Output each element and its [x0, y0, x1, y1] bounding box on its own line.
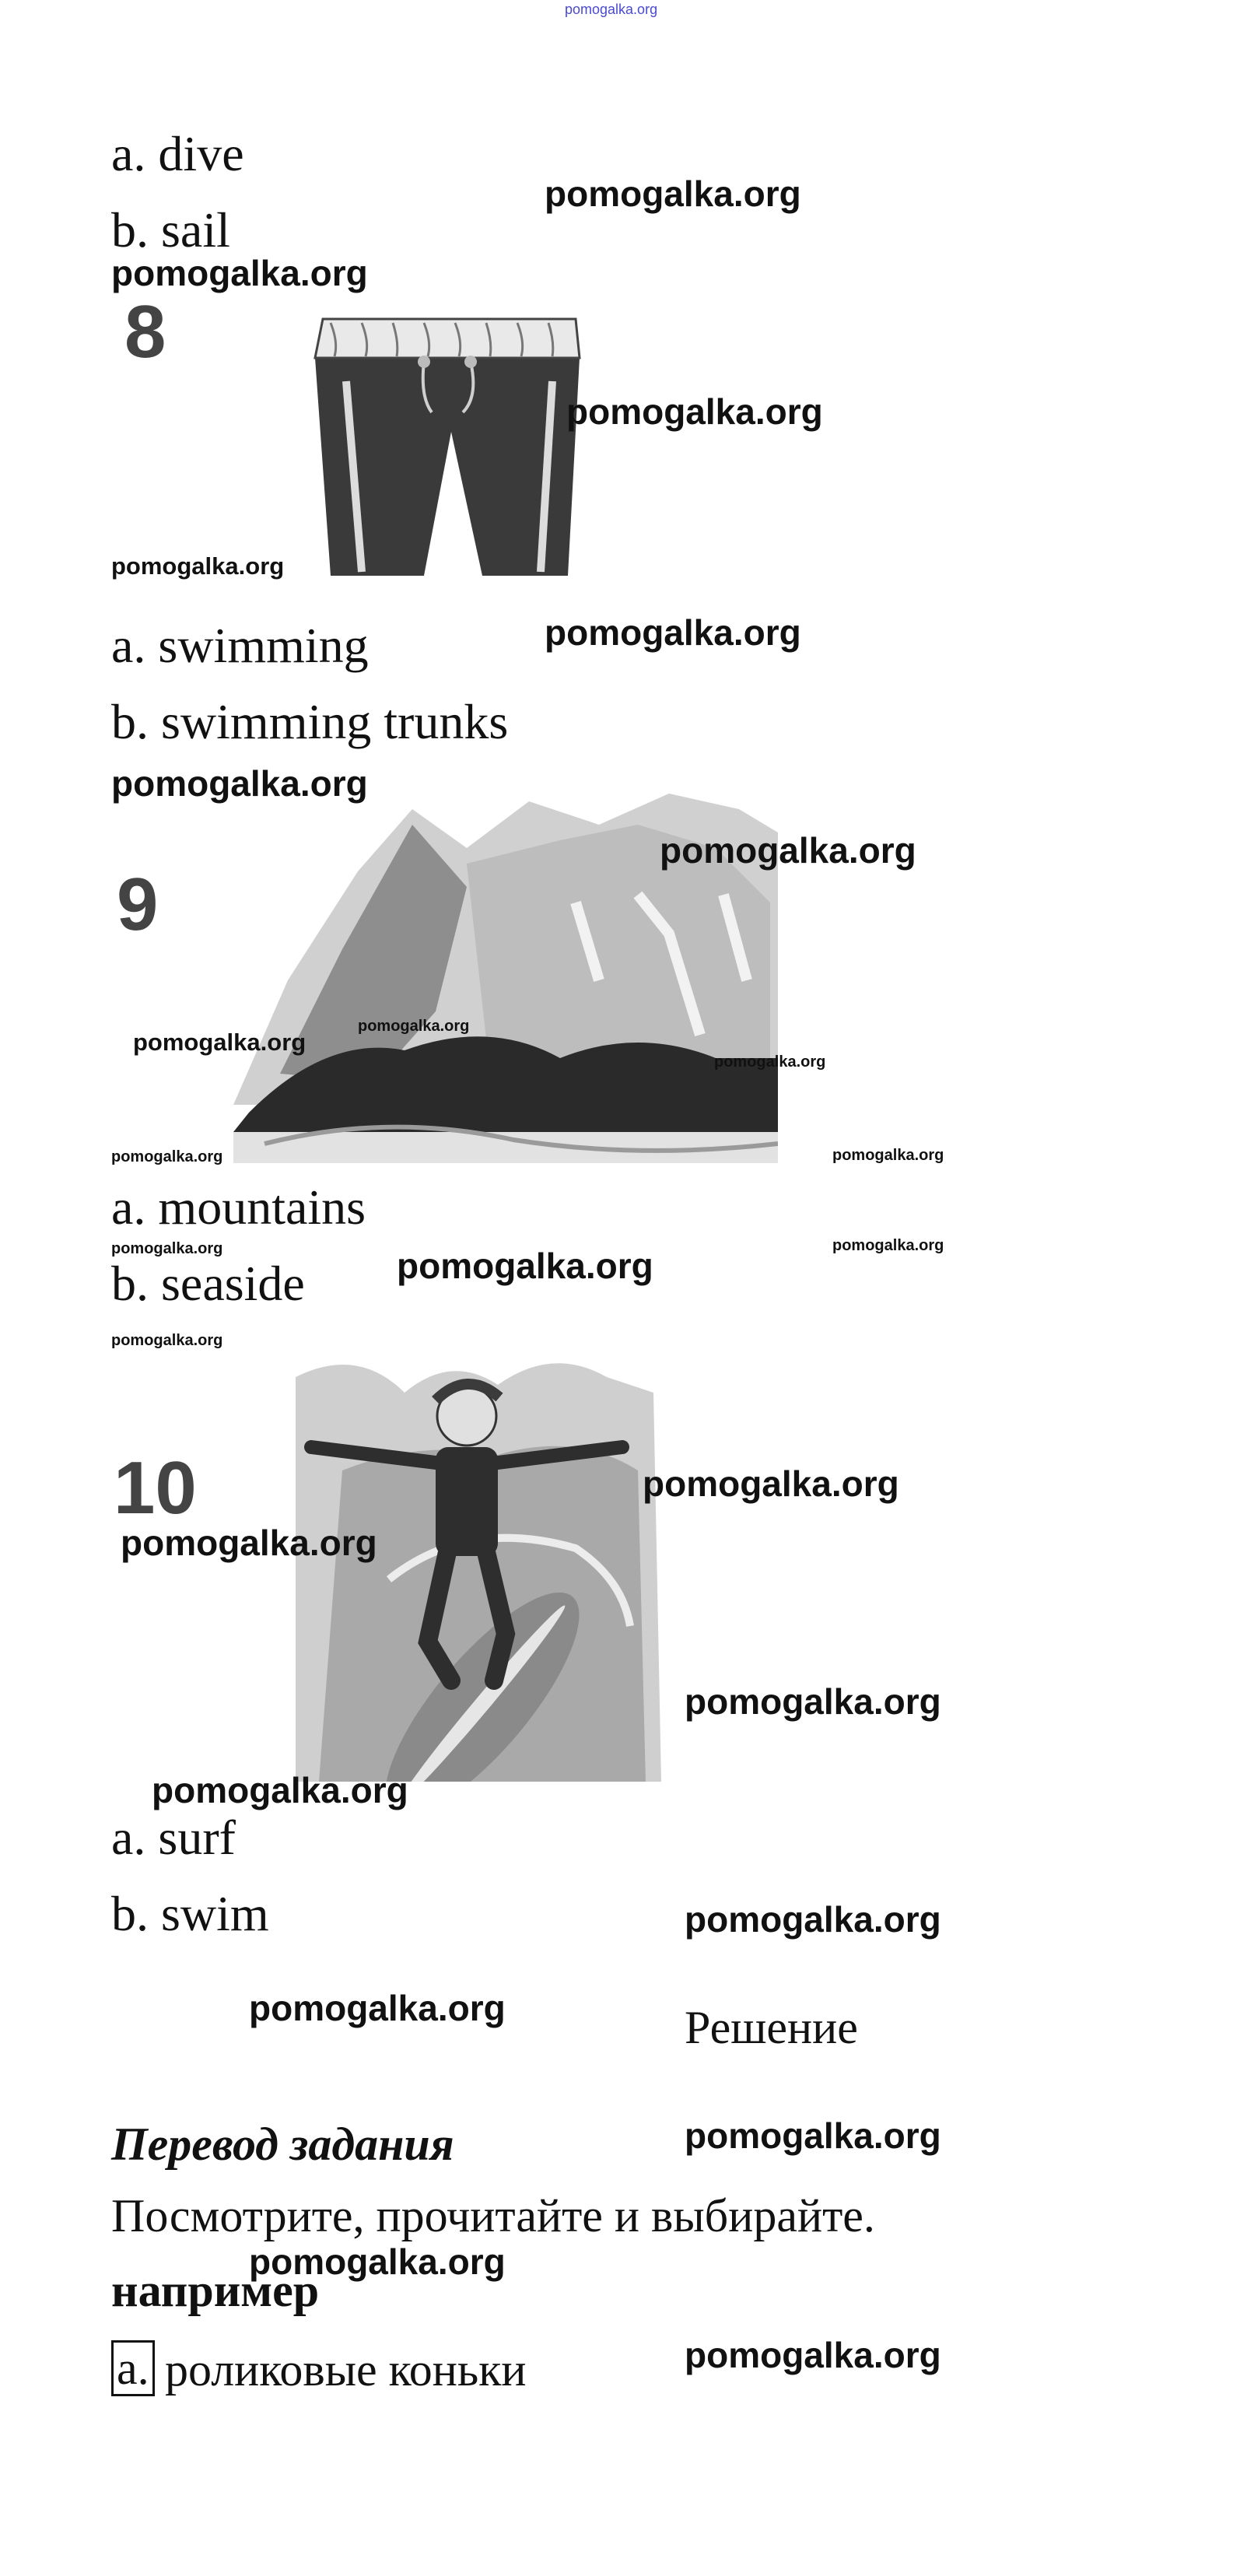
item-number-9: 9	[117, 863, 159, 946]
watermark: pomogalka.org	[643, 1463, 899, 1504]
instruction-text: Посмотрите, прочитайте и выбирайте.	[111, 2190, 875, 2241]
watermark: pomogalka.org	[249, 2241, 506, 2282]
watermark: pomogalka.org	[685, 1899, 941, 1940]
watermark: pomogalka.org	[545, 173, 801, 214]
watermark: pomogalka.org	[152, 1770, 408, 1810]
swimming-trunks-icon	[307, 296, 595, 587]
watermark: pomogalka.org	[133, 1029, 306, 1056]
watermark: pomogalka.org	[685, 2115, 941, 2156]
watermark: pomogalka.org	[545, 612, 801, 653]
watermark: pomogalka.org	[111, 1332, 223, 1349]
example-label: например	[111, 2265, 320, 2316]
example-text: роликовые коньки	[165, 2344, 527, 2396]
option-10b: b. swim	[111, 1886, 269, 1941]
watermark: pomogalka.org	[111, 763, 368, 804]
option-8a: a. swimming	[111, 618, 369, 673]
watermark: pomogalka.org	[121, 1523, 377, 1563]
watermark: pomogalka.org	[685, 2335, 941, 2375]
option-9b: b. seaside	[111, 1256, 305, 1311]
translation-title: Перевод задания	[111, 2119, 454, 2170]
watermark: pomogalka.org	[832, 1147, 944, 1164]
watermark: pomogalka.org	[111, 552, 285, 580]
watermark: pomogalka.org	[397, 1246, 653, 1286]
watermark: pomogalka.org	[111, 253, 368, 293]
watermark: pomogalka.org	[566, 391, 823, 432]
option-10a: a. surf	[111, 1810, 236, 1865]
option-7b: b. sail	[111, 202, 230, 258]
option-7a: a. dive	[111, 126, 244, 181]
surfer-icon	[296, 1346, 669, 1782]
watermark: pomogalka.org	[111, 1240, 223, 1257]
watermark: pomogalka.org	[714, 1053, 826, 1071]
solution-heading: Решение	[685, 2002, 858, 2053]
watermark: pomogalka.org	[249, 1988, 506, 2028]
option-9a: a. mountains	[111, 1179, 366, 1235]
site-link[interactable]: pomogalka.org	[565, 2, 658, 17]
watermark: pomogalka.org	[111, 1148, 223, 1165]
example-answer-box: a.	[111, 2340, 155, 2396]
item-number-10: 10	[114, 1446, 197, 1530]
option-8b: b. swimming trunks	[111, 694, 509, 749]
item-number-8: 8	[124, 290, 166, 373]
watermark: pomogalka.org	[832, 1237, 944, 1254]
watermark: pomogalka.org	[358, 1018, 470, 1035]
watermark: pomogalka.org	[660, 830, 916, 871]
watermark: pomogalka.org	[685, 1681, 941, 1722]
